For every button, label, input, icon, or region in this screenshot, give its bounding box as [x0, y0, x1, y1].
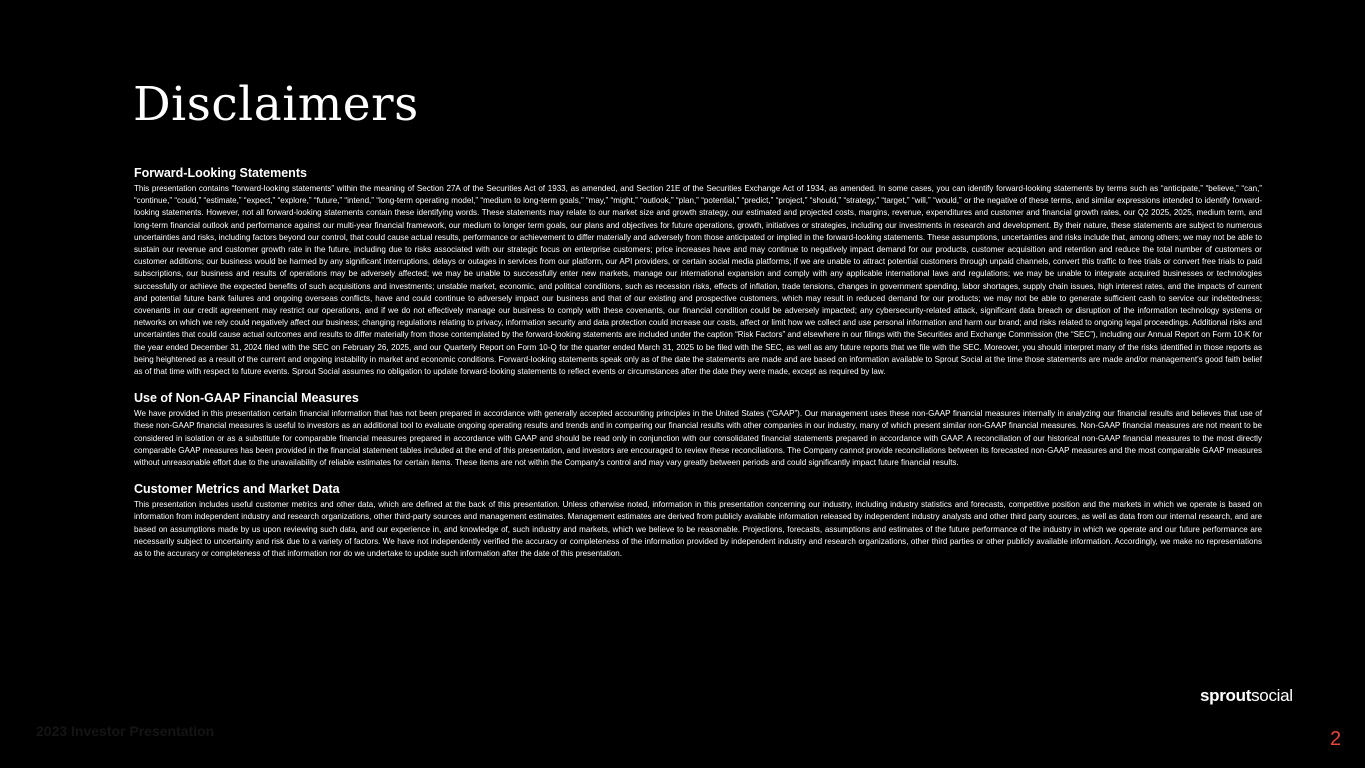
- page-title: Disclaimers: [133, 77, 419, 132]
- customer-metrics-heading: Customer Metrics and Market Data: [134, 482, 340, 497]
- footer-label: 2023 Investor Presentation: [36, 723, 215, 739]
- customer-metrics-body: This presentation includes useful customer metrics and other data, which are defined at the back of this presentation. Unless otherwise noted, information in this presentation concerning our industry, including industry statistics and forecasts, competitive position and the markets in which we operate is based on information from independent industry and research organizations, other third-party sources and management estimates. Management estimates are derived from publicly available information released by independent industry analysts and other third party sources, as well as data from our internal research, and are based on assumptions made by us upon reviewing such data, and our experience in, and knowledge of, such industry and markets, which we believe to be reasonable. Projections, forecasts, assumptions and estimates of the future performance of the industry in which we operate and our future performance are necessarily subject to uncertainty and risk due to a variety of factors. We have not independently verified the accuracy or completeness of the information provided by independent industry and research organizations, other third parties or other publicly available information. Accordingly, we make no representations as to the accuracy or completeness of that information nor do we undertake to update such information after the date of this presentation.: [134, 500, 1262, 559]
- non-gaap-body: We have provided in this presentation certain financial information that has not been prepared in accordance with generally accepted accounting principles in the United States (“GAAP”). Our management uses these non-GAAP financial measures internally in analyzing our financial results and believes that use of these non-GAAP financial measures is useful to investors as an additional tool to evaluate ongoing operating results and trends and in comparing our financial results with other companies in our industry, many of which present similar non-GAAP financial measures. Non-GAAP financial measures are not meant to be considered in isolation or as a substitute for comparable financial measures prepared in accordance with GAAP and should be read only in conjunction with our consolidated financial statements prepared in accordance with GAAP. A reconciliation of our historical non-GAAP financial measures to the most directly comparable GAAP measures has been provided in the financial statement tables included at the end of this presentation, and investors are encouraged to review these reconciliations. The Company cannot provide reconciliations between its forecasted non-GAAP measures and the most comparable GAAP measures without unreasonable effort due to the unavailability of reliable estimates for certain items. These items are not within the Company's control and may vary greatly between periods and could significantly impact future financial results.: [134, 409, 1262, 468]
- disclaimer-content: [134, 166, 1262, 560]
- forward-looking-heading: Forward-Looking Statements: [134, 166, 307, 180]
- logo-wordmark-social: social: [1251, 686, 1293, 705]
- logo-wordmark-sprout: sprout: [1200, 686, 1252, 705]
- sprout-social-logo: [1200, 686, 1293, 706]
- non-gaap-heading: Use of Non-GAAP Financial Measures: [134, 391, 359, 406]
- non-gaap-section: [134, 391, 1262, 469]
- page-number: 2: [1330, 728, 1342, 750]
- forward-looking-section: [134, 166, 1262, 378]
- forward-looking-body: This presentation contains “forward-looking statements” within the meaning of Section 27A of the Securities Act of 1933, as amended, and Section 21E of the Securities Exchange Act of 1934, as amended. In some cases, you can identify forward-looking statements by terms such as “anticipate,” “believe,” “can,” “continue,” “could,” “estimate,” “expect,” “explore,” “future,” “intend,” “long-term operating model,” “medium to long-term goals,” “may,” “might,” “outlook,” “plan,” “potential,” “predict,” “project,” “should,” “strategy,” “target,” “will,” “would,” or the negative of these terms, and similar expressions intended to identify forward-looking statements. However, not all forward-looking statements contain these identifying words. These statements may relate to our market size and growth strategy, our estimated and projected costs, margins, revenue, expenditures and customer and financial growth rates, our Q2 2025, 2025, medium term, and long-term financial outlook and performance against our multi-year financial framework, our medium to longer term goals, our plans and objectives for future operations, growth, initiatives or strategies, including our investments in research and development. By their nature, these statements are subject to numerous uncertainties and risks, including factors beyond our control, that could cause actual results, performance or achievement to differ materially and adversely from those anticipated or implied in the forward-looking statements. These assumptions, uncertainties and risks include that, among others; we may not be able to sustain our revenue and customer growth rate in the future, including due to risks associated with our strategic focus on enterprise customers; price increases have and may continue to negatively impact demand for our products, customer acquisition and retention and reduce the total number of customers or customer additions; our business would be harmed by any significant interruptions, delays or outages in services from our platform, our API providers, or certain social media platforms; if we are unable to attract potential customers through unpaid channels, convert this traffic to free trials or convert free trials to paid subscriptions, our business and results of operations may be adversely affected; we may be unable to successfully enter new markets, manage our international expansion and comply with any applicable international laws and regulations; we may be unable to integrate acquired businesses or technologies successfully or achieve the expected benefits of such acquisitions and investments; unstable market, economic, and political conditions, such as recession risks, effects of inflation, trade tensions, changes in government spending, labor shortages, supply chain issues, high interest rates, and the impacts of current and potential future bank failures and ongoing overseas conflicts, have and could continue to adversely impact our business and that of our existing and prospective customers, which may result in reduced demand for our products; we may not be able to generate sufficient cash to service our indebtedness; covenants in our credit agreement may restrict our operations, and if we do not effectively manage our business to comply with these covenants, our financial condition could be adversely impacted; any cybersecurity-related attack, significant data breach or disruption of the information technology systems or networks on which we rely could negatively affect our business; changing regulations relating to privacy, information security and data protection could increase our costs, affect or limit how we collect and use personal information and harm our brand; and risks related to ongoing legal proceedings. Additional risks and uncertainties that could cause actual outcomes and results to differ materially from those contemplated by the forward-looking statements are included under the caption “Risk Factors” and elsewhere in our filings with the Securities and Exchange Commission (the “SEC”), including our Annual Report on Form 10-K for the year ended December 31, 2024 filed with the SEC on February 26, 2025, and our Quarterly Report on Form 10-Q for the quarter ended March 31, 2025 to be filed with the SEC, as well as any future reports that we file with the SEC. Moreover, you should interpret many of the risks identified in those reports as being heightened as a result of the current and ongoing instability in market and economic conditions. Forward-looking statements speak only as of the date the statements are made and are based on information available to Sprout Social at the time those statements are made and/or management's good faith belief as of that time with respect to future events. Sprout Social assumes no obligation to update forward-looking statements to reflect events or circumstances after the date they were made, except as required by law.: [134, 184, 1262, 377]
- customer-metrics-section: [134, 482, 1262, 560]
